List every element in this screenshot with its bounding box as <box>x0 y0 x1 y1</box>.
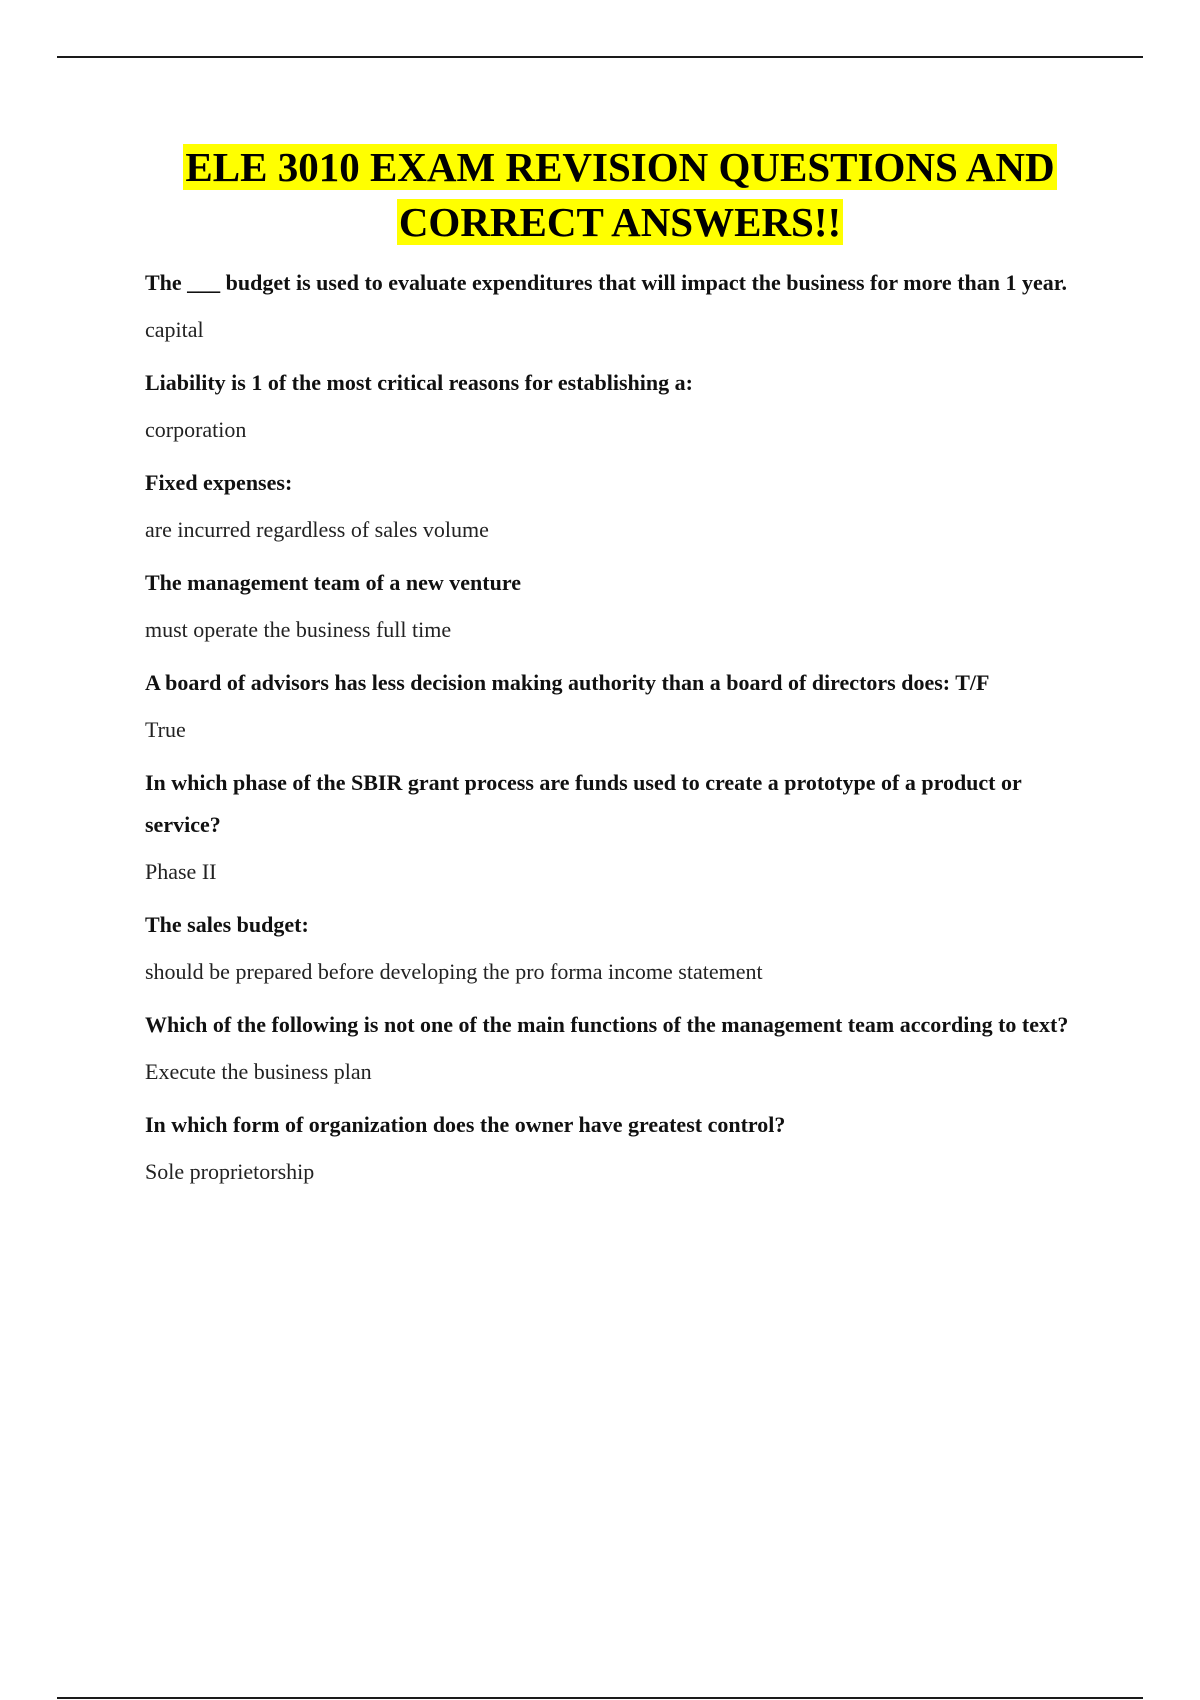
answer-text: True <box>145 717 186 742</box>
answer-text: should be prepared before developing the pro forma income statement <box>145 959 763 984</box>
qa-item <box>145 662 1095 746</box>
document-body <box>145 140 1095 1204</box>
question-text: The sales budget: <box>145 912 309 937</box>
answer-text: Phase II <box>145 859 217 884</box>
answer-text: capital <box>145 317 204 342</box>
header-rule <box>57 56 1143 58</box>
question-text: Liability is 1 of the most critical reasons for establishing a: <box>145 370 693 395</box>
qa-item <box>145 762 1095 888</box>
answer-text: must operate the business full time <box>145 617 452 642</box>
footer-rule <box>57 1697 1143 1699</box>
answer-text: Sole proprietorship <box>145 1159 315 1184</box>
question-text: In which phase of the SBIR grant process are funds used to create a prototype of a product or service? <box>145 770 1022 837</box>
question-text: Fixed expenses: <box>145 470 293 495</box>
question-text: The ___ budget is used to evaluate expenditures that will impact the business for more than 1 year. <box>145 270 1068 295</box>
document-title <box>145 140 1095 250</box>
qa-item <box>145 562 1095 646</box>
question-text: In which form of organization does the owner have greatest control? <box>145 1112 786 1137</box>
answer-text: Execute the business plan <box>145 1059 372 1084</box>
answer-text: corporation <box>145 417 247 442</box>
title-highlight: ELE 3010 EXAM REVISION QUESTIONS AND CORRECT ANSWERS!! <box>185 144 1055 245</box>
qa-item <box>145 262 1095 346</box>
qa-item <box>145 1004 1095 1088</box>
question-text: A board of advisors has less decision making authority than a board of directors does: T/F <box>145 670 990 695</box>
answer-text: are incurred regardless of sales volume <box>145 517 489 542</box>
qa-item <box>145 1104 1095 1188</box>
qa-item <box>145 362 1095 446</box>
qa-item <box>145 462 1095 546</box>
question-text: The management team of a new venture <box>145 570 521 595</box>
question-text: Which of the following is not one of the main functions of the management team according to text? <box>145 1012 1069 1037</box>
qa-item <box>145 904 1095 988</box>
